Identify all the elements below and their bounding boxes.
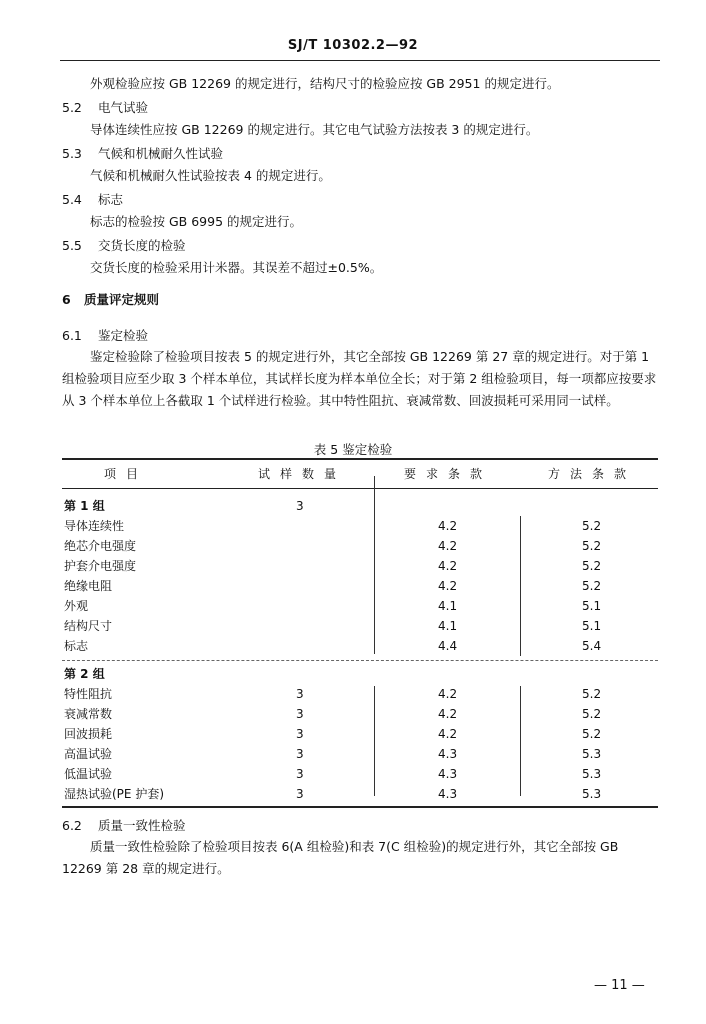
section-6-1-heading	[62, 328, 148, 344]
row-item: 低温试验	[64, 767, 113, 781]
section-number: 5.4	[62, 192, 82, 207]
row-req: 4.4	[438, 639, 458, 653]
row-item: 标志	[64, 639, 89, 653]
header-item: 项目	[104, 467, 149, 481]
row-item: 特性阻抗	[64, 687, 113, 701]
row-req: 4.2	[438, 707, 458, 721]
row-qty: 3	[296, 747, 304, 761]
row-req: 4.2	[438, 539, 458, 553]
column-divider	[520, 516, 521, 656]
row-req: 4.2	[438, 579, 458, 593]
table-caption: 表 5 鉴定检验	[313, 442, 393, 457]
row-method: 5.4	[582, 639, 602, 653]
row-method: 5.1	[582, 599, 602, 613]
section-number: 5.2	[62, 100, 82, 115]
row-req: 4.3	[438, 767, 458, 781]
section-6-2-body: 质量一致性检验除了检验项目按表 6(A 组检验)和表 7(C 组检验)的规定进行外，其它全部按 GB 12269 第 28 章的规定进行。	[62, 839, 619, 876]
header-method: 方法条款	[548, 467, 637, 481]
header-req: 要求条款	[404, 467, 493, 481]
group-2-label: 第 2 组	[64, 667, 105, 681]
table-top-rule	[62, 458, 658, 460]
row-item: 回波损耗	[64, 727, 113, 741]
section-5-5-heading	[62, 238, 186, 254]
section-number: 6	[62, 292, 71, 307]
row-item: 高温试验	[64, 747, 113, 761]
row-item: 外观	[64, 599, 89, 613]
row-req: 4.1	[438, 619, 458, 633]
row-item: 护套介电强度	[64, 559, 137, 573]
row-method: 5.3	[582, 787, 602, 801]
standard-number-header: SJ/T 10302.2—92	[287, 38, 419, 53]
section-number: 6.1	[62, 328, 82, 343]
row-item: 衰减常数	[64, 707, 113, 721]
section-6-1-body: 鉴定检验除了检验项目按表 5 的规定进行外，其它全部按 GB 12269 第 27 章的规定进行。对于第 1 组检验项目应至少取 3 个样本单位，其试样长度为样本单位全长；对于第 2 组检验项目，每一项都应按要求从 3 个样本单位上各截取 1 个试样进行检验。其中特性阻抗、衰减常数、回波损耗可采用同一试样。	[62, 349, 657, 408]
row-qty: 3	[296, 767, 304, 781]
row-method: 5.2	[582, 707, 602, 721]
group-1-qty: 3	[296, 499, 304, 513]
column-divider	[374, 476, 375, 654]
row-qty: 3	[296, 707, 304, 721]
row-item: 湿热试验(PE 护套)	[64, 787, 164, 801]
section-title: 标志	[98, 192, 124, 207]
row-req: 4.3	[438, 787, 458, 801]
section-5-4-body: 标志的检验按 GB 6995 的规定进行。	[90, 214, 302, 229]
row-req: 4.2	[438, 559, 458, 573]
section-6-heading	[62, 292, 159, 308]
section-5-5-body: 交货长度的检验采用计米器。其误差不超过±0.5%。	[90, 260, 383, 275]
section-number: 6.2	[62, 818, 82, 833]
section-title: 交货长度的检验	[98, 238, 186, 253]
row-method: 5.2	[582, 519, 602, 533]
row-item: 结构尺寸	[64, 619, 113, 633]
row-qty: 3	[296, 687, 304, 701]
row-req: 4.3	[438, 747, 458, 761]
row-method: 5.2	[582, 559, 602, 573]
section-5-3-heading	[62, 146, 223, 162]
row-req: 4.2	[438, 727, 458, 741]
header-rule	[60, 60, 660, 61]
section-number: 5.3	[62, 146, 82, 161]
row-method: 5.3	[582, 767, 602, 781]
row-qty: 3	[296, 787, 304, 801]
table-bottom-rule	[62, 806, 658, 808]
row-method: 5.2	[582, 579, 602, 593]
section-title: 质量评定规则	[84, 292, 160, 307]
section-title: 气候和机械耐久性试验	[98, 146, 224, 161]
group-divider	[62, 660, 658, 661]
row-method: 5.2	[582, 727, 602, 741]
group-1-label: 第 1 组	[64, 499, 105, 513]
intro-line: 外观检验应按 GB 12269 的规定进行，结构尺寸的检验应按 GB 2951 的规定进行。	[90, 76, 560, 91]
row-item: 绝缘电阻	[64, 579, 113, 593]
header-qty: 试样数量	[258, 467, 347, 481]
row-method: 5.1	[582, 619, 602, 633]
section-number: 5.5	[62, 238, 82, 253]
section-5-3-body: 气候和机械耐久性试验按表 4 的规定进行。	[90, 168, 331, 183]
row-item: 绝芯介电强度	[64, 539, 137, 553]
section-title: 电气试验	[98, 100, 149, 115]
row-req: 4.2	[438, 519, 458, 533]
section-5-4-heading	[62, 192, 123, 208]
row-qty: 3	[296, 727, 304, 741]
section-title: 质量一致性检验	[98, 818, 186, 833]
row-method: 5.2	[582, 539, 602, 553]
table-header-rule	[62, 488, 658, 489]
section-5-2-heading	[62, 100, 148, 116]
page-number: — 11 —	[594, 978, 645, 993]
column-divider	[520, 686, 521, 796]
section-6-2-heading	[62, 818, 186, 834]
row-method: 5.3	[582, 747, 602, 761]
row-method: 5.2	[582, 687, 602, 701]
column-divider	[374, 686, 375, 796]
row-item: 导体连续性	[64, 519, 125, 533]
row-req: 4.2	[438, 687, 458, 701]
section-5-2-body: 导体连续性应按 GB 12269 的规定进行。其它电气试验方法按表 3 的规定进行。	[90, 122, 539, 137]
row-req: 4.1	[438, 599, 458, 613]
section-title: 鉴定检验	[98, 328, 149, 343]
